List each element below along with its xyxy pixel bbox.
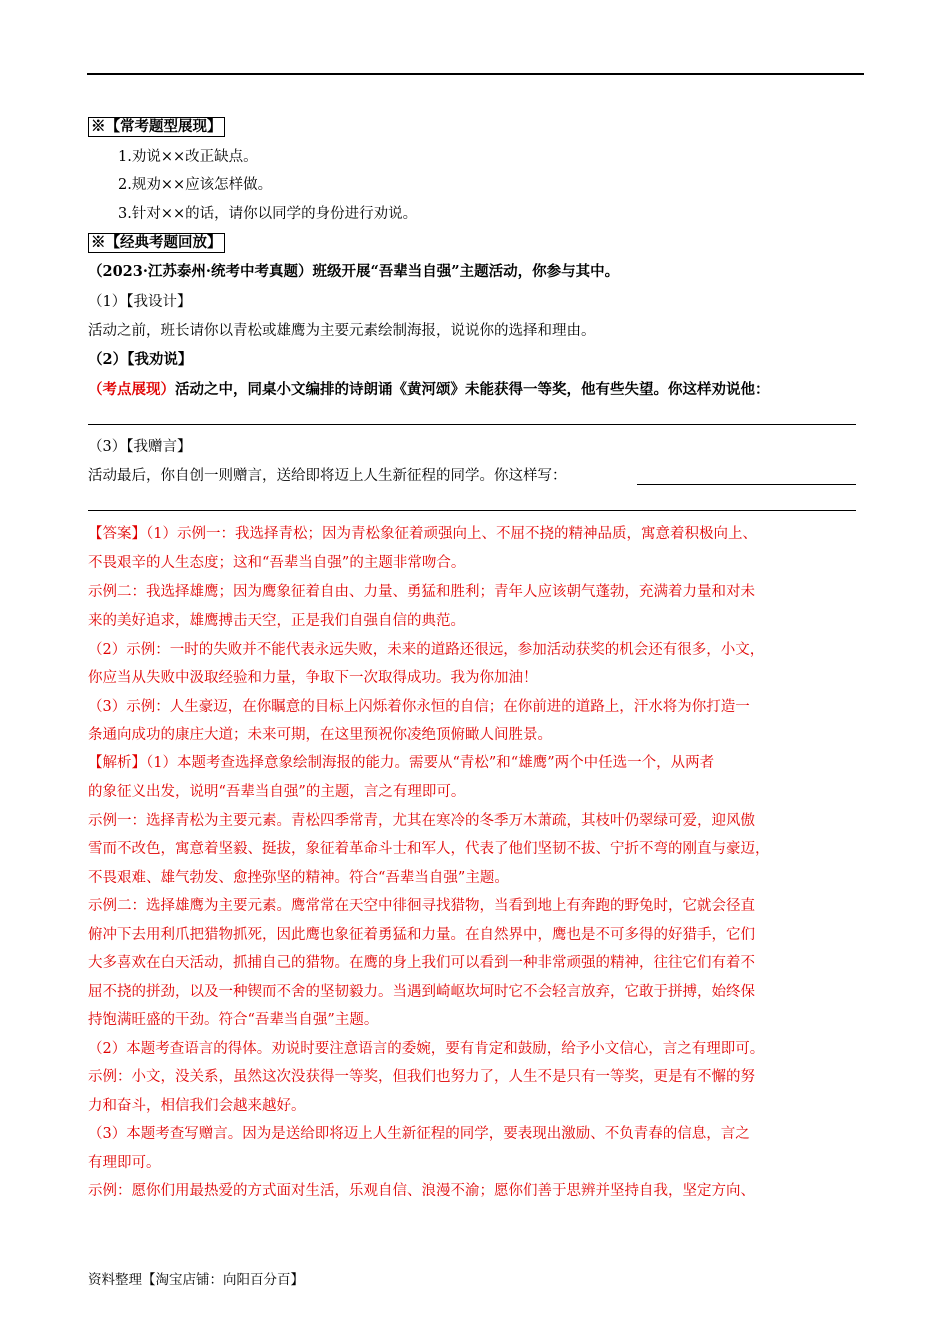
analysis-line: 有理即可。 [88, 1155, 161, 1171]
common-heading: ※【常考题型展现】 [88, 117, 225, 137]
classic-heading: ※【经典考题回放】 [88, 233, 225, 253]
answer-line: 你应当从失败中汲取经验和力量，争取下一次取得成功。我为你加油！ [88, 670, 538, 686]
part3-answer-line-1 [637, 484, 856, 485]
analysis-line: 示例二：选择雄鹰为主要元素。鹰常常在天空中徘徊寻找猎物，当看到地上有奔跑的野兔时，它就会径直 [88, 898, 755, 914]
footer-source: 资料整理【淘宝店铺：向阳百分百】 [88, 1272, 304, 1288]
analysis-line: 示例：愿你们用最热爱的方式面对生活，乐观自信、浪漫不渝；愿你们善于思辨并坚持自我，坚定方向、 [88, 1183, 755, 1199]
analysis-line: 的象征义出发，说明“吾辈当自强”的主题，言之有理即可。 [88, 784, 466, 800]
part2-tag: （考点展现） [88, 381, 175, 398]
part1-title: （1）【我设计】 [88, 294, 192, 310]
common-item: 1.劝说××改正缺点。 [118, 149, 258, 165]
answer-line: 示例二：我选择雄鹰；因为鹰象征着自由、力量、勇猛和胜利；青年人应该朝气蓬勃，充满着力量和对未 [88, 584, 755, 600]
analysis-line: （2）本题考查语言的得体。劝说时要注意语言的委婉，要有肯定和鼓励，给予小文信心，言之有理即可。 [88, 1041, 765, 1057]
answer-line: （3）示例：人生豪迈，在你瞩意的目标上闪烁着你永恒的自信；在你前进的道路上，汗水将为你打造一 [88, 699, 750, 715]
analysis-line: 力和奋斗，相信我们会越来越好。 [88, 1098, 306, 1114]
question-intro: （2023·江苏泰州·统考中考真题）班级开展“吾辈当自强”主题活动，你参与其中。 [88, 263, 620, 280]
part1-text: 活动之前，班长请你以青松或雄鹰为主要元素绘制海报，说说你的选择和理由。 [88, 323, 596, 339]
answer-line: 【答案】（1）示例一：我选择青松；因为青松象征着顽强向上、不屈不挠的精神品质，寓意着积极向上、 [88, 526, 757, 542]
analysis-line: 雪而不改色，寓意着坚毅、挺拔，象征着革命斗士和军人，代表了他们坚韧不拔、宁折不弯的刚直与豪迈， [88, 841, 770, 857]
analysis-line: 持饱满旺盛的干劲。符合“吾辈当自强”主题。 [88, 1012, 379, 1028]
part3-answer-line-2 [88, 510, 856, 511]
common-heading-line [88, 117, 864, 137]
part3-text: 活动最后，你自创一则赠言，送给即将迈上人生新征程的同学。你这样写： [88, 468, 567, 484]
analysis-line: 屈不挠的拼劲，以及一种锲而不舍的坚韧毅力。当遇到崎岖坎坷时它不会轻言放弃，它敢于拼搏，始终保 [88, 984, 755, 1000]
analysis-line: 【解析】（1）本题考查选择意象绘制海报的能力。需要从“青松”和“雄鹰”两个中任选一个，从两者 [88, 755, 715, 771]
header-rule [87, 73, 864, 75]
analysis-line: 俯冲下去用利爪把猎物抓死，因此鹰也象征着勇猛和力量。在自然界中，鹰也是不可多得的好猎手，它们 [88, 927, 755, 943]
analysis-line: 示例：小文，没关系，虽然这次没获得一等奖，但我们也努力了，人生不是只有一等奖，更是有不懈的努 [88, 1069, 755, 1085]
common-item: 2.规劝××应该怎样做。 [118, 177, 273, 193]
part3-title: （3）【我赠言】 [88, 439, 192, 455]
answer-line: 条通向成功的康庄大道；未来可期，在这里预祝你凌绝顶俯瞰人间胜景。 [88, 727, 552, 743]
common-item: 3.针对××的话，请你以同学的身份进行劝说。 [118, 206, 418, 222]
classic-heading-line [88, 233, 864, 253]
answer-line: 来的美好追求，雄鹰搏击天空，正是我们自强自信的典范。 [88, 613, 465, 629]
analysis-line: （3）本题考查写赠言。因为是送给即将迈上人生新征程的同学，要表现出激励、不负青春的信息，言之 [88, 1126, 750, 1142]
analysis-line: 不畏艰难、雄气勃发、愈挫弥坚的精神。符合“吾辈当自强”主题。 [88, 870, 509, 886]
part2-answer-line [88, 424, 856, 425]
part2-line [88, 380, 864, 400]
part2-title: （2）【我劝说】 [88, 351, 193, 368]
answer-line: 不畏艰辛的人生态度；这和“吾辈当自强”的主题非常吻合。 [88, 555, 466, 571]
analysis-line: 示例一：选择青松为主要元素。青松四季常青，尤其在寒冷的冬季万木萧疏，其枝叶仍翠绿可爱，迎风傲 [88, 813, 755, 829]
part2-text: 活动之中，同桌小文编排的诗朗诵《黄河颂》未能获得一等奖，他有些失望。你这样劝说他： [175, 381, 770, 398]
analysis-line: 大多喜欢在白天活动，抓捕自己的猎物。在鹰的身上我们可以看到一种非常顽强的精神，往往它们有着不 [88, 955, 755, 971]
answer-line: （2）示例：一时的失败并不能代表永远失败，未来的道路还很远，参加活动获奖的机会还有很多，小文， [88, 642, 765, 658]
